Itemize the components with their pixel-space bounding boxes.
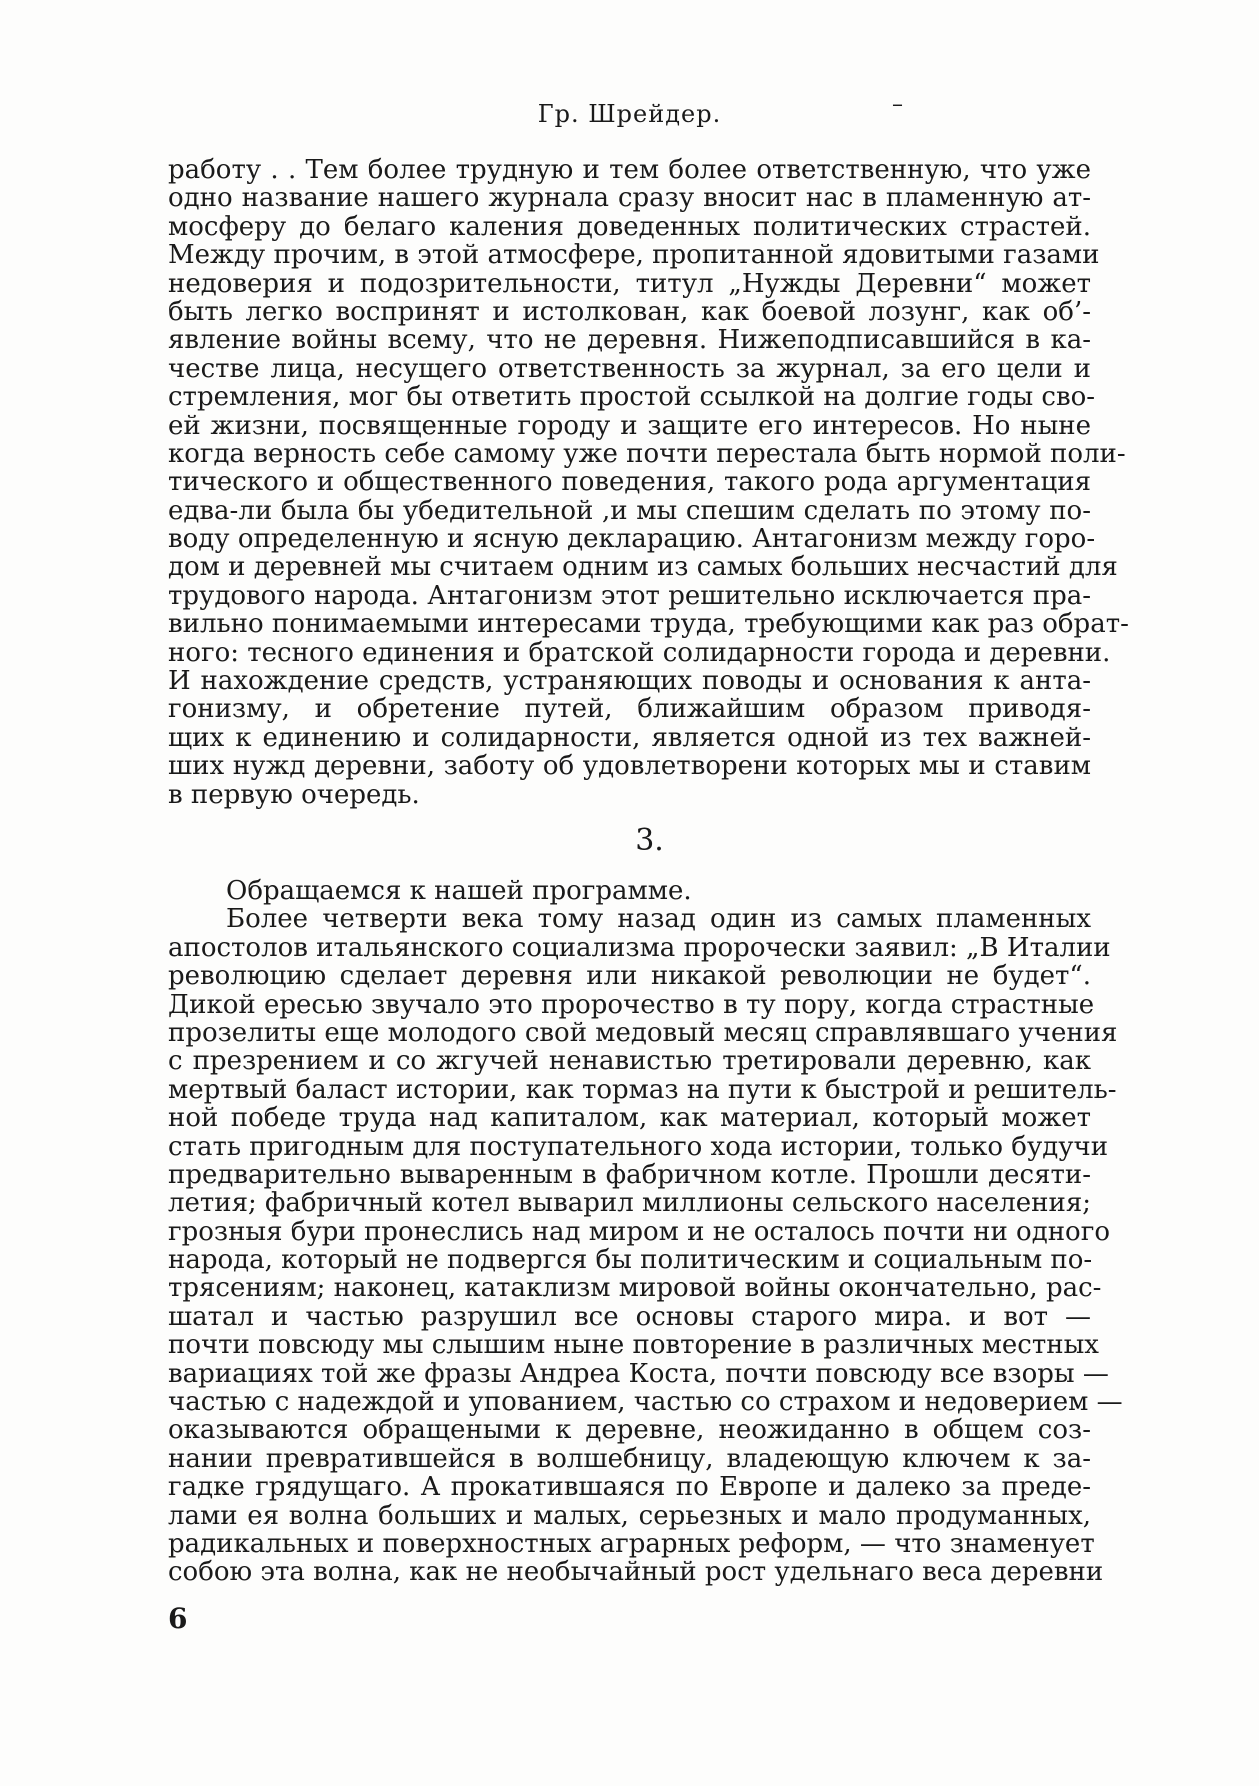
text-line: честве лица, несущего ответственность за журнал, за его цели и [168, 353, 1091, 384]
header-dash: – [892, 92, 904, 117]
text-line: одно название нашего журнала сразу вносит нас в пламенную ат- [168, 183, 1091, 214]
section-number: 3. [635, 822, 664, 858]
text-line: летия; фабричный котел выварил миллионы сельского населения; [168, 1188, 1091, 1219]
text-line: дом и деревней мы считаем одним из самых больших несчастий для [168, 552, 1118, 583]
text-line: трясениям; наконец, катаклизм мировой войны окончательно, рас- [168, 1273, 1102, 1304]
text-line: Между прочим, в этой атмосфере, пропитанной ядовитыми газами [168, 240, 1100, 271]
text-line: работу . . Тем более трудную и тем более ответственную, что уже [168, 155, 1091, 185]
text-line: стать пригодным для поступательного хода истории, только будучи [168, 1131, 1109, 1162]
text-line: ного: тесного единения и братской солидарности города и деревни. [168, 637, 1111, 668]
running-title: Гр. Шрейдер. [537, 100, 722, 128]
text-line: мосферу до белаго каления доведенных политических страстей. [168, 211, 1091, 242]
text-line: Более четверти века тому назад один из самых пламенных [226, 904, 1091, 935]
text-line: частью с надеждой и упованием, частью со страхом и недоверием — [168, 1387, 1123, 1418]
text-line: щих к единению и солидарности, является одной из тех важней- [168, 722, 1091, 753]
text-line: в первую очередь. [168, 779, 420, 810]
text-line: революцию сделает деревня или никакой революции не будет“. [168, 961, 1091, 992]
text-line: нании превратившейся в волшебницу, владеющую ключем к за- [168, 1443, 1091, 1474]
text-line: грозныя бури пронеслись над миром и не осталось почти ни одного [168, 1216, 1110, 1247]
text-line: воду определенную и ясную декларацию. Антагонизм между горо- [168, 524, 1096, 555]
text-line: быть легко воспринят и истолкован, как боевой лозунг, как об’- [168, 296, 1091, 327]
text-line: едва-ли была бы убедительной ,и мы спешим сделать по этому по- [168, 495, 1091, 526]
paragraph-1 [168, 155, 1129, 810]
text-line: когда верность себе самому уже почти перестала быть нормой поли- [168, 438, 1126, 469]
running-header [0, 92, 1259, 128]
text-line: ной победе труда над капиталом, как материал, который может [168, 1103, 1091, 1134]
text-line: недоверия и подозрительности, титул „Нужды Деревни“ может [168, 268, 1091, 299]
text-line: мертвый баласт истории, как тормаз на пути к быстрой и решитель- [168, 1074, 1117, 1105]
text-line: гадке грядущаго. А прокатившаяся по Европе и далеко за преде- [168, 1472, 1091, 1503]
body-text [168, 155, 1129, 1588]
text-line: ей жизни, посвященные городу и защите его интересов. Но ныне [168, 410, 1091, 441]
text-line: народа, который не подвергся бы политическим и социальным по- [168, 1245, 1093, 1276]
text-line: предварительно вываренным в фабричном котле. Прошли десяти- [168, 1159, 1091, 1190]
text-line: тического и общественного поведения, такого рода аргументация [168, 467, 1091, 498]
page-number: 6 [168, 1602, 188, 1635]
text-line: И нахождение средств, устраняющих поводы и основания к анта- [168, 666, 1091, 697]
text-line: вариациях той же фразы Андреа Коста, почти повсюду все взоры — [168, 1358, 1109, 1389]
text-line: почти повсюду мы слышим ныне повторение в различных местных [168, 1330, 1099, 1361]
text-line: Дикой ересью звучало это пророчество в ту пору, когда страстные [168, 989, 1095, 1020]
text-line: оказываются обращеными к деревне, неожиданно в общем соз- [168, 1415, 1091, 1446]
text-line: с презрением и со жгучей ненавистью третировали деревню, как [168, 1046, 1091, 1077]
text-line: гонизму, и обретение путей, ближайшим образом приводя- [168, 694, 1091, 725]
text-line: шатал и частью разрушил все основы старого мира. и вот — [168, 1301, 1091, 1332]
text-line: явление войны всему, что не деревня. Нижеподписавшийся в ка- [168, 325, 1091, 356]
text-line: ших нужд деревни, заботу об удовлетворени которых мы и ставим [168, 751, 1091, 782]
text-line: вильно понимаемыми интересами труда, требующими как раз обрат- [168, 609, 1129, 640]
text-line: лами ея волна больших и малых, серьезных и мало продуманных, [168, 1500, 1091, 1531]
text-line: прозелиты еще молодого свой медовый месяц справлявшаго учения [168, 1017, 1118, 1048]
text-line: собою эта волна, как не необычайный рост удельнаго веса деревни [168, 1557, 1104, 1588]
text-line: стремления, мог бы ответить простой ссылкой на долгие годы сво- [168, 382, 1096, 413]
text-line: радикальных и поверхностных аграрных реформ, — что знаменует [168, 1528, 1095, 1559]
text-line: трудового народа. Антагонизм этот решительно исключается пра- [168, 580, 1091, 611]
text-line: апостолов итальянского социализма пророчески заявил: „В Италии [168, 932, 1111, 963]
paragraph-2: Обращаемся к нашей программе. [226, 875, 692, 906]
paragraph-3 [168, 904, 1123, 1588]
